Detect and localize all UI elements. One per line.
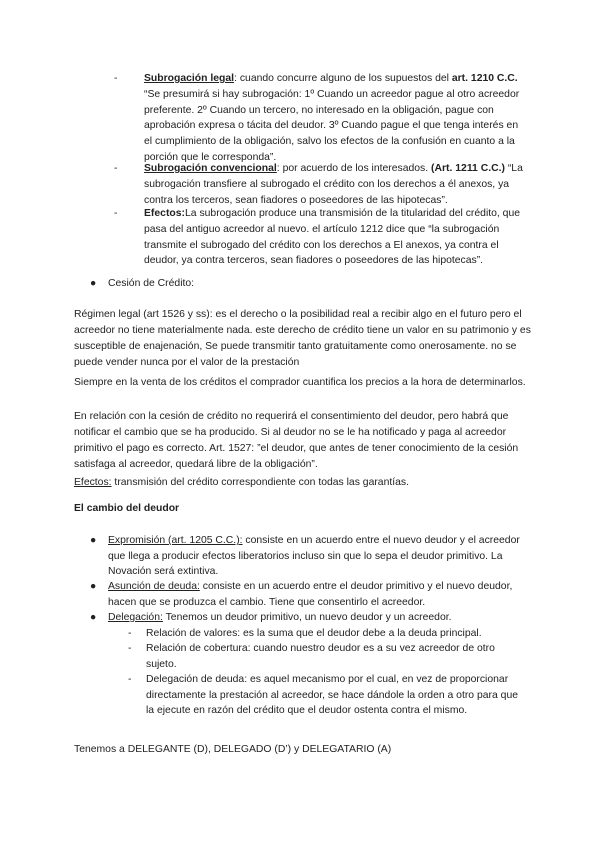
dash-marker: - <box>114 208 118 219</box>
relacion-cobertura-item: - Relación de cobertura: cuando nuestro deudor es a su vez acreedor de otro sujeto. <box>128 643 495 670</box>
asuncion-deuda-item: ● Asunción de deuda: consiste en un acuerdo entre el deudor primitivo y el nuevo deudor, hacen que se produzca el cambio. Tiene que consentirlo el acreedor. <box>90 581 513 608</box>
siempre-paragraph: Siempre en la venta de los créditos el comprador cuantifica los precios a la hora de determinarlos. <box>74 377 526 388</box>
subrogacion-legal-title: Subrogación legal <box>144 73 235 84</box>
subrogacion-legal-item <box>114 71 528 166</box>
relacion-valores-item: - Relación de valores: es la suma que el deudor debe a la deuda principal. <box>128 626 518 642</box>
efectos-subrogacion-text: Efectos:La subrogación produce una transmisión de la titularidad del crédito, que pasa del antiguo acreedor al nuevo. el artículo 1212 dice que “la subrogación transmite el subrogado del crédito con los derechos a El anexos, ya contra el deudor, ya contra terceros, sean fiadores o poseedores de las hipotecas”. <box>144 208 521 267</box>
cesion-credito-label: Cesión de Crédito: <box>108 278 195 289</box>
bullet-dot: ● <box>90 278 97 289</box>
regimen-legal-paragraph: Régimen legal (art 1526 y ss): es el derecho o la posibilidad real a recibir algo en el futuro pero el acreedor no tiene materialmente nada. este derecho de crédito tiene un valor en su patrimonio y es susceptible de enajenación, Se puede transmitir tanto gratuitamente como onerosamente. no se puede vender nunca por el valor de la prestación <box>74 309 531 368</box>
asuncion-deuda-label: Asunción de deuda: <box>108 581 200 592</box>
bullet-dot: ● <box>90 612 97 623</box>
delegacion-label: Delegación: <box>108 612 163 623</box>
efectos-label: Efectos: <box>74 477 112 488</box>
subrogacion-convencional-item <box>114 161 528 208</box>
expromision-label: Expromisión (art. 1205 C.C.): <box>108 535 243 546</box>
dash-marker: - <box>128 628 132 639</box>
bullet-dot: ● <box>90 581 97 592</box>
efectos-paragraph: Efectos: transmisión del crédito correspondiente con todas las garantías. <box>74 477 409 488</box>
expromision-item: ● Expromisión (art. 1205 C.C.): consiste en un acuerdo entre el nuevo deudor y el acreedor que llega a producir efectos liberatorios incluso sin que lo sepa el deudor primitivo. La Novación será extintiva. <box>90 535 520 578</box>
dash-marker: - <box>128 674 132 685</box>
bullet-dot: ● <box>90 535 97 546</box>
subrogacion-convencional-text: Subrogación convencional: por acuerdo de los interesados. (Art. 1211 C.C.) “La subrogación transfiere al subrogado el crédito con los derechos a él anexos, ya contra los terceros, sean fiadores o poseedores de las hipotecas”. <box>144 163 523 206</box>
cesion-credito-bullet <box>90 276 194 291</box>
delegacion-deuda-item: - Delegación de deuda: es aquel mecanismo por el cual, en vez de proporcionar directamente la prestación al acreedor, se hace dándole la orden a otro para que la ejecute en razón del crédito que el deudor ostenta contra el mismo. <box>128 674 518 717</box>
delegacion-item: ● Delegación: Tenemos un deudor primitivo, un nuevo deudor y un acreedor. <box>90 610 520 626</box>
dash-marker: - <box>114 163 118 174</box>
efectos-subrogacion-item <box>114 206 528 269</box>
subrogacion-convencional-title: Subrogación convencional <box>144 163 277 174</box>
dash-marker: - <box>128 643 132 654</box>
relacion-paragraph: En relación con la cesión de crédito no requerirá el consentimiento del deudor, pero habrá que notificar el cambio que se ha producido. Si al deudor no se le ha notificado y paga al acreedor primitivo el pago es correcto. Art. 1527: ”el deudor, que antes de tener conocimiento de la cesión satisfaga al acreedor, quedará libre de la obligación”. <box>74 411 519 470</box>
dash-marker: - <box>114 73 118 84</box>
subrogacion-legal-text: Subrogación legal: cuando concurre alguno de los supuestos del art. 1210 C.C. “Se presumirá si hay subrogación: 1º Cuando un acreedor pague al otro acreedor preferente. 2º Cuando un tercero, no interesado en la obligación, pague con aprobación expresa o tácita del deudor. 3º Cuando pague el que tenga interés en el cumplimiento de la obligación, salvo los efectos de la confusión en cuanto a la porción que le corresponda”. <box>144 73 520 163</box>
final-line: Tenemos a DELEGANTE (D), DELEGADO (D’) y DELEGATARIO (A) <box>74 744 392 755</box>
section-heading: El cambio del deudor <box>74 503 180 514</box>
efectos-title: Efectos: <box>144 208 185 219</box>
